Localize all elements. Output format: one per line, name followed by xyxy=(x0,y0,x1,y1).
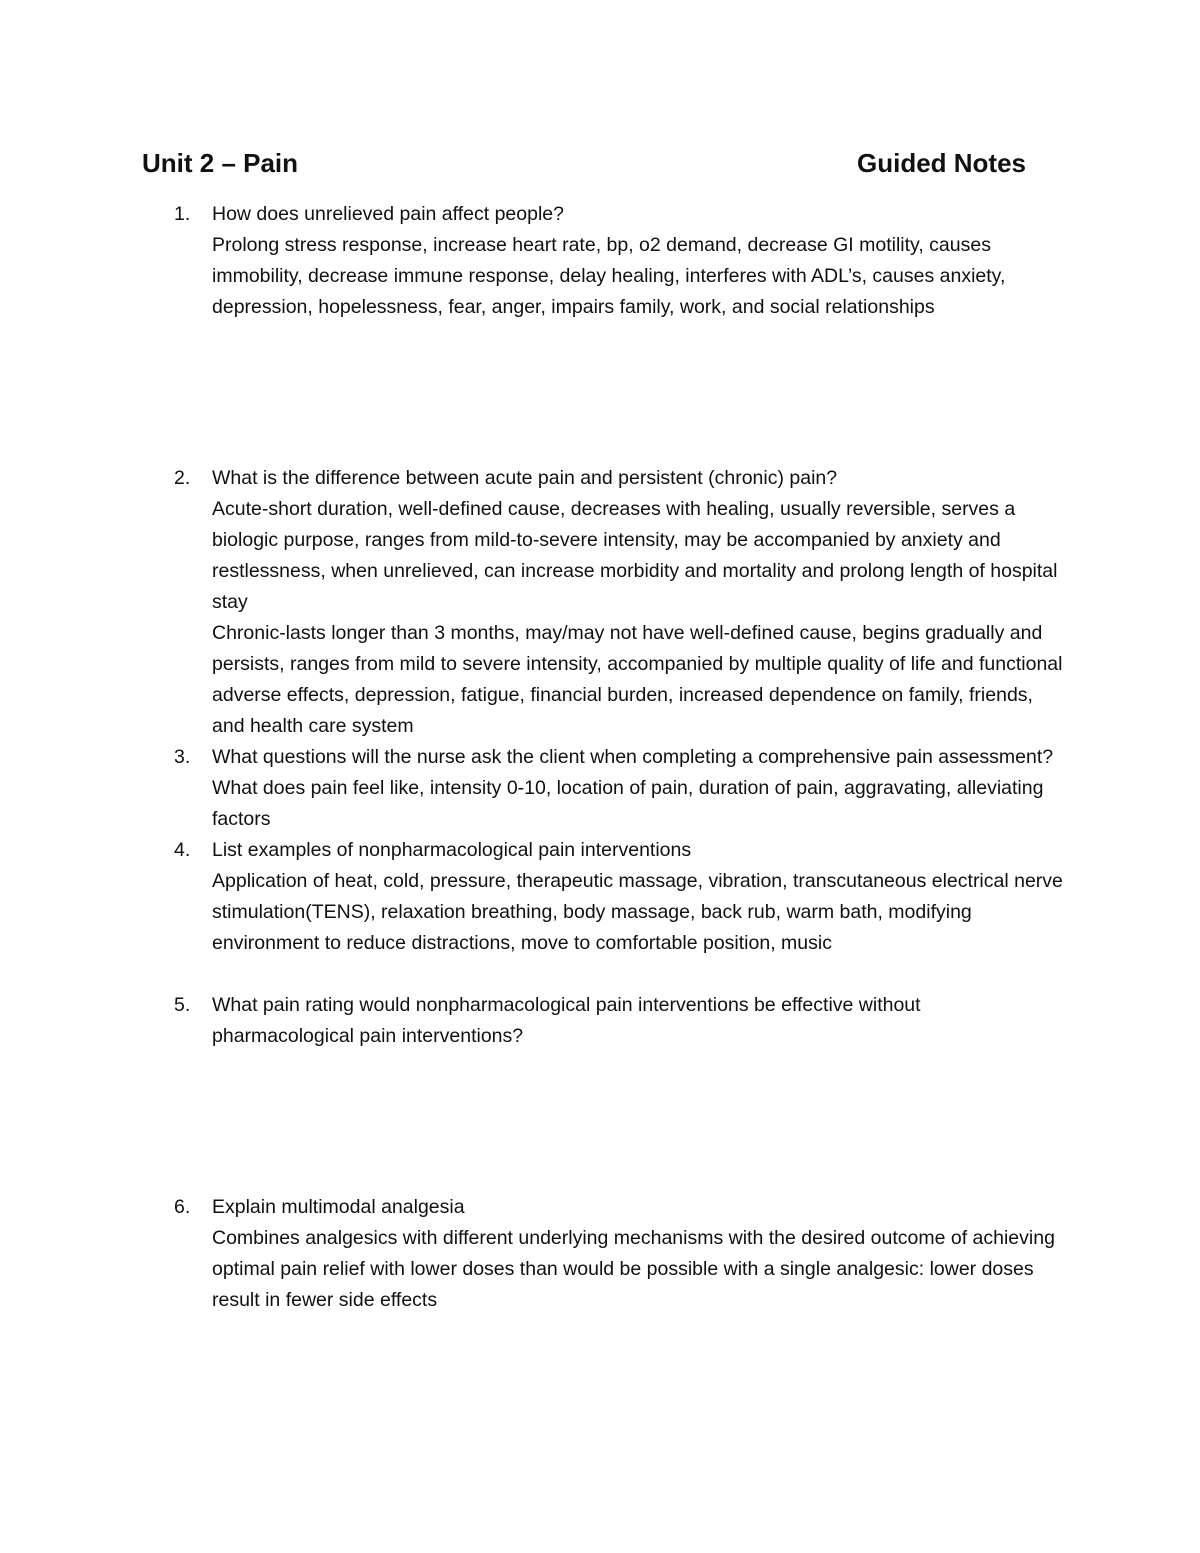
question-text: List examples of nonpharmacological pain interventions xyxy=(212,839,692,861)
guided-notes-title: Guided Notes xyxy=(856,148,1026,178)
answer-text: Application of heat, cold, pressure, therapeutic massage, vibration, transcutaneous electrical nerve stimulation(TENS), relaxation breathing, body massage, back rub, warm bath, modifying environment to reduce distractions, move to comfortable position, music xyxy=(212,870,1063,954)
question-number: 6. xyxy=(174,1196,191,1218)
question-text: What questions will the nurse ask the client when completing a comprehensive pain assessment? What does pain feel like, intensity 0-10, location of pain, duration of pain, aggravating, alleviating factors xyxy=(212,746,1054,830)
document-header xyxy=(142,146,1026,182)
answer-text: Prolong stress response, increase heart rate, bp, o2 demand, decrease GI motility, causes immobility, decrease immune response, delay healing, interferes with ADL’s, causes anxiety, depression, hopelessness, fear, anger, impairs family, work, and social relationships xyxy=(212,234,1006,318)
question-5 xyxy=(174,990,1064,1052)
question-text: What pain rating would nonpharmacological pain interventions be effective without pharmacological pain interventions? xyxy=(212,994,921,1047)
question-1 xyxy=(174,199,1064,323)
question-2 xyxy=(174,463,1064,742)
question-6 xyxy=(174,1192,1064,1316)
question-text: What is the difference between acute pain and persistent (chronic) pain? xyxy=(212,467,838,489)
answer-chronic: Chronic-lasts longer than 3 months, may/may not have well-defined cause, begins gradually and persists, ranges from mild to severe intensity, accompanied by multiple quality of life and functional adverse effects, depression, fatigue, financial burden, increased dependence on family, friends, and health care system xyxy=(212,622,1063,737)
question-3 xyxy=(174,742,1064,835)
question-number: 2. xyxy=(174,467,191,489)
question-number: 4. xyxy=(174,839,191,861)
question-number: 1. xyxy=(174,203,191,225)
question-text: Explain multimodal analgesia xyxy=(212,1196,465,1218)
question-number: 5. xyxy=(174,994,191,1016)
question-text: How does unrelieved pain affect people? xyxy=(212,203,564,225)
answer-acute: Acute-short duration, well-defined cause, decreases with healing, usually reversible, serves a biologic purpose, ranges from mild-to-severe intensity, may be accompanied by anxiety and restlessness, when unrelieved, can increase morbidity and mortality and prolong length of hospital stay xyxy=(212,498,1058,613)
unit-title: Unit 2 – Pain xyxy=(142,148,299,178)
question-4 xyxy=(174,835,1064,959)
question-number: 3. xyxy=(174,746,191,768)
answer-text: Combines analgesics with different underlying mechanisms with the desired outcome of achieving optimal pain relief with lower doses than would be possible with a single analgesic: lower doses result in fewer side effects xyxy=(212,1227,1055,1311)
